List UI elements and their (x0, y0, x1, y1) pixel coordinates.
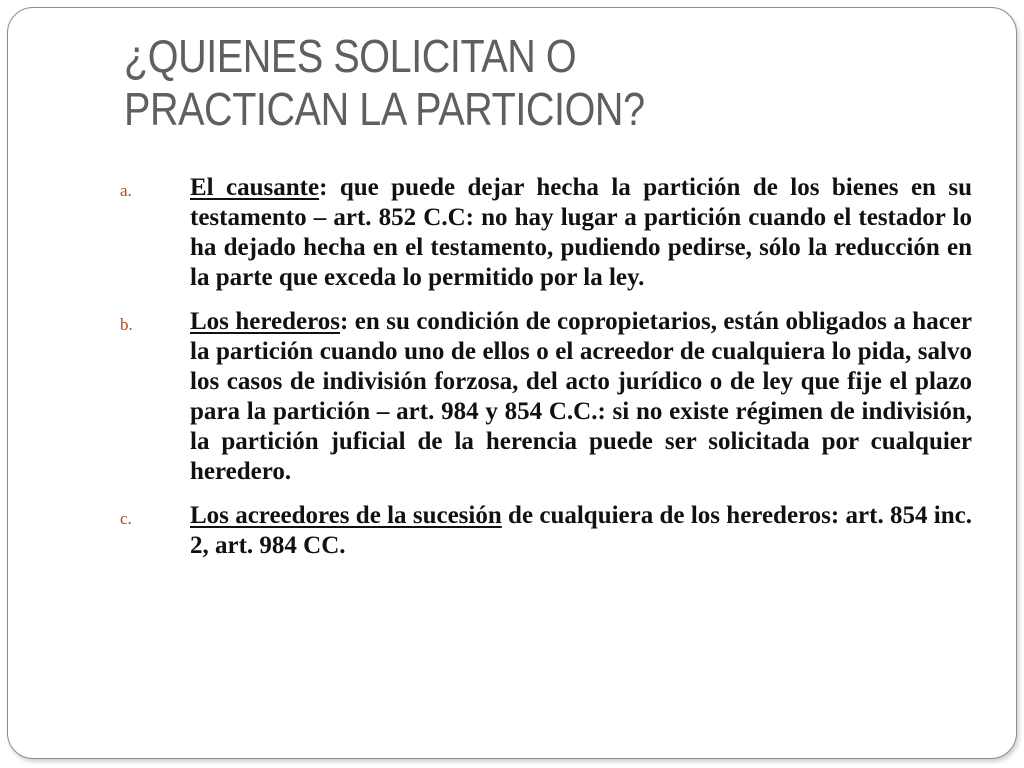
list-marker: b. (120, 315, 133, 334)
list-item-causante (116, 173, 972, 293)
slide-title (124, 30, 829, 137)
list-item-herederos (116, 307, 972, 487)
list-marker: a. (120, 181, 132, 200)
title-line-2: PRACTICAN LA PARTICION? (124, 83, 645, 136)
partition-list (116, 173, 972, 575)
list-item-text (190, 501, 972, 561)
list-item-lead: Los acreedores de la sucesión (190, 502, 502, 529)
list-item-lead: Los herederos (190, 308, 340, 335)
list-item-text (190, 173, 972, 293)
slide-frame (7, 7, 1017, 759)
list-item-body: de cualquiera de los herederos: art. 854 inc. 2, art. 984 CC. (190, 502, 972, 559)
list-item-body: : que puede dejar hecha la partición de los bienes en su testamento – art. 852 C.C: no hay lugar a partición cuando el testador lo ha dejado hecha en el testamento, pudiendo pedirse, sólo la reducción en la parte que exceda lo permitido por la ley. (190, 174, 972, 291)
list-item-acreedores (116, 501, 972, 561)
list-item-lead: El causante (190, 174, 320, 201)
list-marker: c. (120, 509, 132, 528)
title-line-1: ¿QUIENES SOLICITAN O (124, 30, 577, 82)
list-item-text (190, 307, 972, 487)
list-item-body: : en su condición de copropietarios, están obligados a hacer la partición cuando uno de ellos o el acreedor de cualquiera lo pida, salvo los casos de indivisión forzosa, del acto jurídico o de ley que fije el plazo para la partición – art. 984 y 854 C.C.: si no existe régimen de indivisión, la partición juficial de la herencia puede ser solicitada por cualquier heredero. (190, 308, 972, 485)
